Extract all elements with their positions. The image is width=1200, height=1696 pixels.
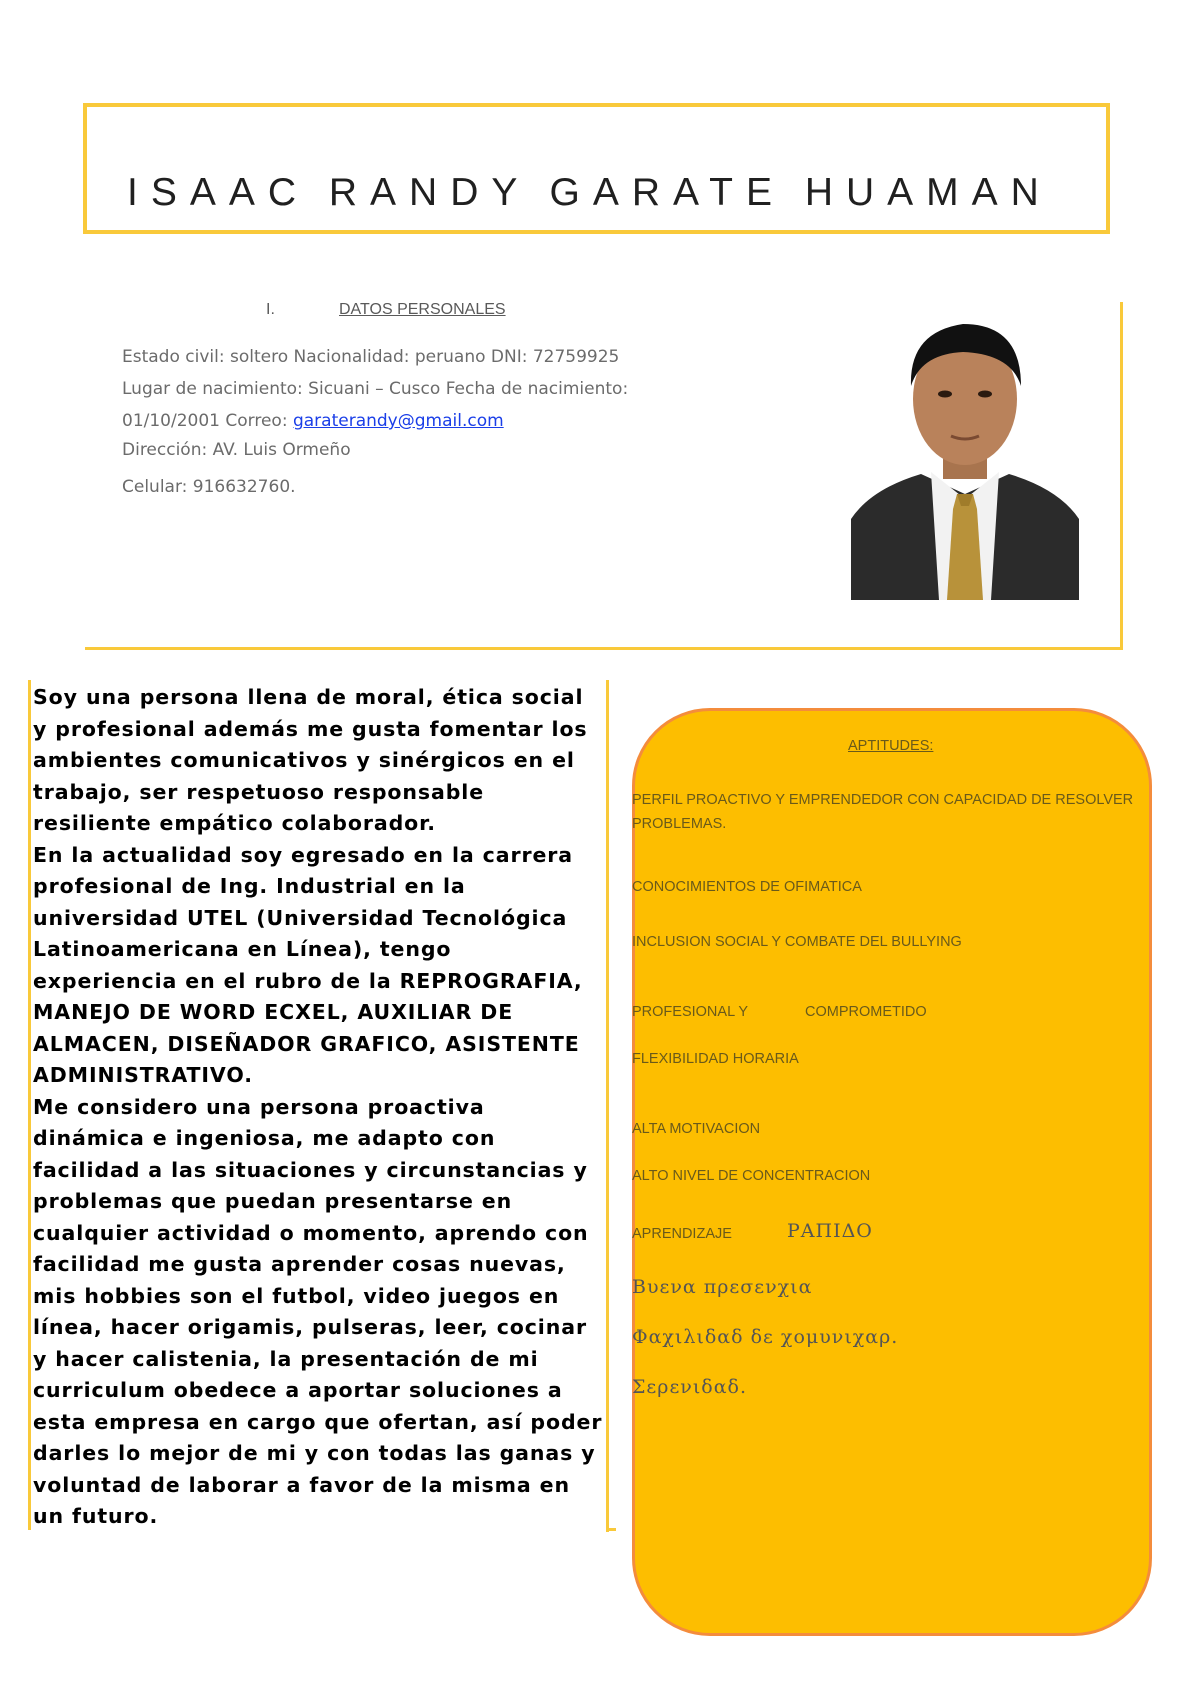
profile-frame-left	[28, 680, 31, 1530]
personal-line-civil: Estado civil: soltero Nacionalidad: peruano DNI: 72759925	[122, 347, 620, 367]
aptitude-item-8a: APRENDIZAJE	[632, 1226, 732, 1242]
profile-paragraph-3: Me considero una persona proactiva dinámica e ingeniosa, me adapto con facilidad a las situaciones y circunstancias y problemas que puedan presentarse en cualquier actividad o momento, aprendo con facilidad me gusta aprender cosas nuevas, mis hobbies son el futbol, video juegos en línea, hacer origamis, pulseras, leer, cocinar y hacer calistenia, la presentación de mi curriculum obedece a aportar soluciones a esta empresa en cargo que ofertan, así poder darles lo mejor de mi y con todas las ganas y voluntad de laborar a favor de la misma en un futuro.	[33, 1094, 603, 1528]
aptitude-item-10: Φαχιλιδαδ δε χομυνιχαρ.	[632, 1326, 899, 1348]
aptitude-item-7: ALTO NIVEL DE CONCENTRACION	[632, 1168, 871, 1184]
frame-line-bottom	[85, 647, 1123, 650]
personal-line-address: Dirección: AV. Luis Ormeño	[122, 440, 351, 460]
aptitudes-title: APTITUDES:	[848, 738, 934, 754]
aptitude-item-9: Βυενα πρεσενχια	[632, 1276, 813, 1298]
aptitude-item-5: FLEXIBILIDAD HORARIA	[632, 1051, 799, 1067]
personal-line-birthplace: Lugar de nacimiento: Sicuani – Cusco Fecha de nacimiento:	[122, 379, 629, 399]
frame-line-right	[1120, 302, 1123, 649]
aptitude-item-11: Σερενιδαδ.	[632, 1376, 748, 1398]
personal-line-birthdate	[122, 411, 504, 431]
aptitude-item-6: ALTA MOTIVACION	[632, 1121, 761, 1137]
email-link[interactable]: garaterandy@gmail.com	[292, 411, 504, 431]
profile-frame-tick	[606, 1528, 616, 1531]
profile-paragraph-2: En la actualidad soy egresado en la carrera profesional de Ing. Industrial en la universidad UTEL (Universidad Tecnológica Latinoamericana en Línea), tengo experiencia en el rubro de la REPROGRAFIA, MANEJO DE WORD ECXEL, AUXILIAR DE ALMACEN, DISEÑADOR GRAFICO, ASISTENTE ADMINISTRATIVO.	[33, 842, 583, 1087]
personal-line-phone: Celular: 916632760.	[122, 477, 296, 497]
aptitude-item-1b: PROBLEMAS.	[632, 816, 727, 832]
name-header-box	[83, 103, 1110, 234]
aptitude-item-2: CONOCIMIENTOS DE OFIMATICA	[632, 879, 862, 895]
section-number: I.	[266, 301, 275, 318]
aptitude-item-3: INCLUSION SOCIAL Y COMBATE DEL BULLYING	[632, 934, 962, 950]
section-title: DATOS PERSONALES	[339, 301, 506, 318]
aptitude-item-4b: COMPROMETIDO	[805, 1004, 927, 1020]
aptitude-item-4a: PROFESIONAL Y	[632, 1004, 749, 1020]
profile-text	[33, 682, 603, 1533]
aptitude-item-1a: PERFIL PROACTIVO Y EMPRENDEDOR CON CAPACIDAD DE RESOLVER	[632, 792, 1134, 808]
profile-frame-right	[606, 680, 609, 1532]
profile-photo	[851, 294, 1079, 600]
candidate-name: ISAAC RANDY GARATE HUAMAN	[127, 171, 1052, 214]
profile-paragraph-1: Soy una persona llena de moral, ética social y profesional además me gusta fomentar los ambientes comunicativos y sinérgicos en el trabajo, ser respetuoso responsable resiliente empático colaborador.	[33, 685, 588, 835]
birthdate-text: 01/10/2001 Correo:	[122, 411, 293, 431]
aptitude-item-8b: ΡΑΠΙΔΟ	[787, 1220, 873, 1242]
